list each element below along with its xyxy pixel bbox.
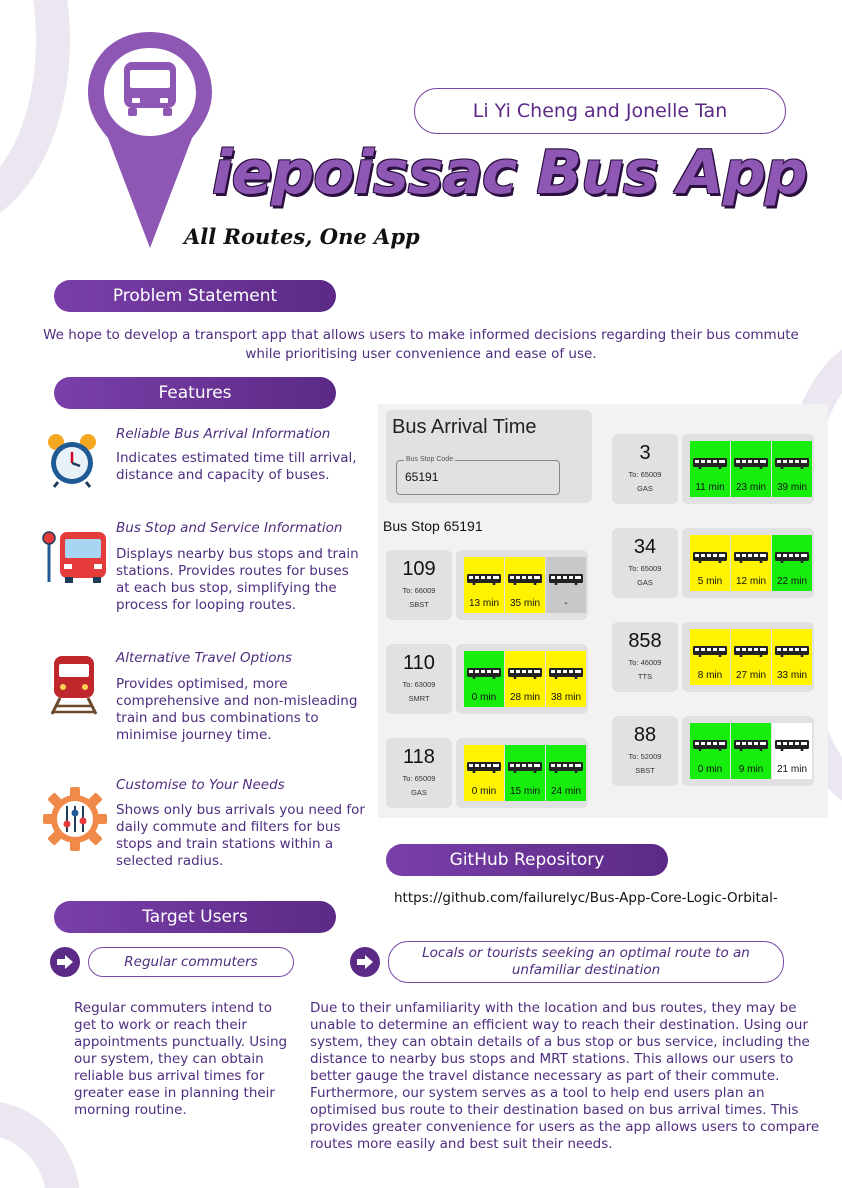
bus-pin-logo-icon [80, 26, 220, 256]
bus-icon [775, 739, 809, 751]
bus-stop-code-value: 65191 [405, 470, 439, 484]
bus-arrival-time: 21 min [776, 764, 807, 775]
feature-title: Bus Stop and Service Information [116, 520, 343, 536]
problem-statement-text: We hope to develop a transport app that allows users to make informed decisions regarding their bus commute while prioritising user convenience and ease of use. [43, 327, 799, 362]
bus-service-num: 3 [639, 442, 651, 464]
bus-arrival-time: 39 min [776, 482, 807, 493]
target-user-label: Locals or tourists seeking an optimal route to an unfamiliar destination [388, 941, 784, 983]
bus-icon [549, 667, 583, 679]
bus-arrival-time: 0 min [471, 692, 497, 703]
bus-arrival-time: 15 min [509, 786, 540, 797]
bus-service-num: 858 [628, 630, 662, 652]
bus-icon [549, 573, 583, 585]
section-pill-features: Features [54, 377, 336, 409]
settings-sliders-icon [42, 786, 108, 852]
feature-text: Shows only bus arrivals you need for daily commute and filters for bus stops and train stations within a selected radius. [116, 802, 365, 869]
bus-service-op: GAS [411, 788, 427, 797]
bus-icon [693, 551, 727, 563]
alarm-clock-icon [44, 432, 100, 488]
bus-icon [734, 645, 768, 657]
bus-service-op: SMRT [408, 694, 430, 703]
feature-title: Customise to Your Needs [116, 777, 285, 793]
bus-icon [508, 761, 542, 773]
app-title: iepoissac Bus App [212, 138, 807, 208]
bus-icon [467, 573, 501, 585]
bus-arrival-time: 9 min [738, 764, 764, 775]
bus-arrivals-panel [682, 716, 814, 786]
bus-icon [775, 645, 809, 657]
bus-service-op: SBST [409, 600, 429, 609]
bus-arrival-time: 35 min [509, 598, 540, 609]
authors-badge: Li Yi Cheng and Jonelle Tan [414, 88, 786, 134]
bus-arrival-time: - [564, 598, 568, 609]
bus-arrival-slot [464, 745, 504, 801]
bus-arrivals-panel [682, 434, 814, 504]
bus-arrival-time: 33 min [776, 670, 807, 681]
bus-arrival-heading: Bus Arrival Time [392, 416, 537, 438]
bus-service-num: 110 [403, 652, 435, 674]
bus-arrival-slot [690, 723, 730, 779]
bus-service-card[interactable] [386, 550, 452, 620]
section-pill-github: GitHub Repository [386, 844, 668, 876]
bus-arrival-time: 13 min [468, 598, 499, 609]
bus-arrival-time: 0 min [471, 786, 497, 797]
arrow-right-icon [50, 947, 80, 977]
bus-icon [549, 761, 583, 773]
bus-service-num: 88 [633, 724, 657, 746]
bus-service-num: 118 [403, 746, 435, 768]
bus-arrival-time: 23 min [735, 482, 766, 493]
section-pill-target-users: Target Users [54, 901, 336, 933]
bus-service-dest: To: 63009 [402, 680, 436, 689]
feature-text: Displays nearby bus stops and train stations. Provides routes for buses at each bus stop, simplifying the process for looping routes. [116, 546, 359, 613]
bus-arrival-slot [505, 651, 545, 707]
bus-service-dest: To: 46009 [628, 658, 662, 667]
bus-icon [693, 739, 727, 751]
bus-arrival-slot [731, 441, 771, 497]
bus-arrival-slot [546, 557, 586, 613]
bus-icon [775, 551, 809, 563]
bus-arrival-slot [464, 557, 504, 613]
bus-arrival-time: 22 min [776, 576, 807, 587]
bus-icon [775, 457, 809, 469]
bus-service-card[interactable] [612, 622, 678, 692]
bus-arrival-time: 28 min [509, 692, 540, 703]
bus-arrival-time: 12 min [735, 576, 766, 587]
bus-arrival-slot [546, 651, 586, 707]
decorative-circle-bottom-left [0, 1100, 80, 1188]
feature-title: Reliable Bus Arrival Information [116, 426, 331, 442]
bus-arrival-slot [464, 651, 504, 707]
train-icon [46, 654, 102, 716]
bus-arrival-time: 8 min [697, 670, 723, 681]
bus-arrival-slot [772, 535, 812, 591]
bus-arrival-slot [772, 441, 812, 497]
bus-arrival-time: 11 min [695, 482, 725, 493]
bus-icon [508, 667, 542, 679]
bus-arrival-slot [731, 723, 771, 779]
bus-icon [467, 761, 501, 773]
bus-icon [734, 457, 768, 469]
bus-icon [734, 739, 768, 751]
bus-stop-label: Bus Stop 65191 [383, 518, 483, 534]
bus-icon [693, 457, 727, 469]
bus-service-card[interactable] [612, 434, 678, 504]
bus-arrival-slot [546, 745, 586, 801]
bus-arrival-slot [690, 629, 730, 685]
target-user-description: Due to their unfamiliarity with the location and bus routes, they may be unable to determine an efficient way to reach their destination. Using our system, they can obtain details of a bus stop or bus service, including the distance to nearby bus stops and MRT stations. This allows our users to better gauge the travel distance necessary as part of their commute. Furthermore, our system serves as a tool to help end users plan an optimised bus route to their destination based on bus arrival times. This provides greater convenience for users as the app allows users to compare routes more easily and best suit their needs. [310, 1000, 820, 1152]
tagline: All Routes, One App [184, 224, 420, 249]
bus-service-op: TTS [637, 672, 653, 681]
bus-service-dest: To: 52009 [628, 752, 662, 761]
arrow-right-icon [350, 947, 380, 977]
target-user-label: Regular commuters [88, 947, 294, 977]
bus-arrival-time: 38 min [550, 692, 581, 703]
bus-service-dest: To: 65009 [628, 470, 662, 479]
bus-service-dest: To: 65009 [628, 564, 662, 573]
bus-arrival-slot [505, 745, 545, 801]
feature-text: Provides optimised, more comprehensive and non-misleading train and bus combinations to minimise journey time. [116, 676, 358, 743]
bus-service-num: 109 [402, 558, 436, 580]
feature-title: Alternative Travel Options [116, 650, 293, 666]
bus-arrivals-panel [456, 738, 588, 808]
github-link[interactable]: https://github.com/failurelyc/Bus-App-Core-Logic-Orbital- [394, 890, 778, 906]
decorative-circle-top-left [0, 0, 70, 230]
bus-icon [734, 551, 768, 563]
bus-arrival-time: 0 min [697, 764, 723, 775]
bus-service-op: GAS [637, 484, 653, 493]
bus-arrival-slot [690, 441, 730, 497]
bus-arrival-slot [731, 535, 771, 591]
bus-service-num: 34 [633, 536, 657, 558]
section-pill-problem: Problem Statement [54, 280, 336, 312]
bus-stop-code-label: Bus Stop Code [406, 456, 454, 463]
bus-arrival-time: 5 min [697, 576, 723, 587]
target-user-description: Regular commuters intend to get to work or reach their appointments punctually. Using our system, they can obtain reliable bus arrival times for greater ease in planning their morning routine. [74, 1000, 288, 1118]
bus-arrival-slot [690, 535, 730, 591]
bus-arrival-slot [772, 629, 812, 685]
bus-service-card[interactable] [612, 528, 678, 598]
bus-arrival-time: 24 min [550, 786, 581, 797]
bus-arrival-slot [772, 723, 812, 779]
bus-arrivals-panel [456, 644, 588, 714]
bus-stop-icon [40, 528, 110, 584]
feature-text: Indicates estimated time till arrival, distance and capacity of buses. [116, 450, 357, 483]
bus-arrival-slot [731, 629, 771, 685]
bus-service-dest: To: 65009 [402, 774, 436, 783]
bus-arrivals-panel [682, 528, 814, 598]
bus-arrival-slot [505, 557, 545, 613]
bus-arrivals-panel [682, 622, 814, 692]
bus-service-card[interactable] [386, 738, 452, 808]
bus-arrival-time: 27 min [735, 670, 766, 681]
bus-icon [467, 667, 501, 679]
bus-service-dest: To: 66009 [402, 586, 436, 595]
bus-icon [693, 645, 727, 657]
bus-service-card[interactable] [386, 644, 452, 714]
bus-service-op: SBST [635, 766, 655, 775]
bus-icon [508, 573, 542, 585]
bus-arrivals-panel [456, 550, 588, 620]
bus-service-op: GAS [637, 578, 653, 587]
bus-service-card[interactable] [612, 716, 678, 786]
